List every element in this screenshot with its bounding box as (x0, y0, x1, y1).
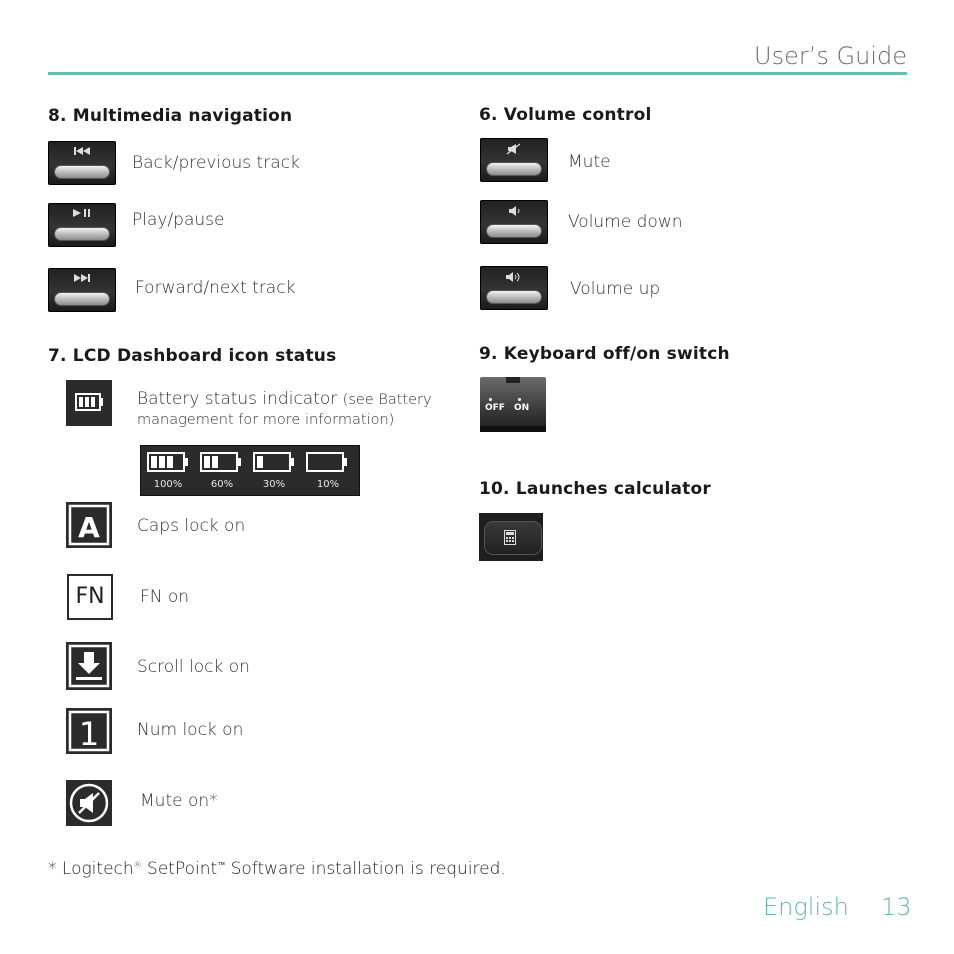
page-number: 13 (881, 893, 912, 921)
play-pause-key (48, 203, 116, 247)
svg-text:A: A (78, 511, 100, 544)
caps-lock-icon (66, 502, 112, 548)
calculator-icon (504, 530, 516, 545)
mute-on-label: Mute on* (140, 791, 218, 811)
battery-levels-strip (140, 445, 360, 496)
page-language: English (763, 893, 849, 921)
battery-level-10-icon (306, 452, 348, 472)
volume-up-key (480, 266, 548, 310)
section-title-lcd: 7. LCD Dashboard icon status (48, 346, 337, 366)
mute-key (480, 138, 548, 182)
num-lock-label: Num lock on (137, 720, 244, 740)
scroll-lock-icon (66, 642, 112, 690)
battery-segment (212, 456, 218, 468)
power-switch-image (480, 377, 546, 432)
next-track-key (48, 268, 116, 312)
battery-segment (204, 456, 210, 468)
battery-status-label: Battery status indicator (see Battery (137, 389, 432, 409)
section-title-calculator: 10. Launches calculator (479, 479, 711, 499)
fn-label: FN on (140, 587, 190, 607)
header-rule (48, 72, 907, 75)
battery-level-100-label: 100% (153, 479, 183, 490)
volume-down-key (480, 200, 548, 244)
battery-level-60-label: 60% (210, 479, 234, 490)
volume-up-icon (504, 271, 524, 283)
svg-text:1: 1 (78, 715, 100, 753)
battery-level-60-icon (200, 452, 242, 472)
battery-segment (151, 456, 157, 468)
section-title-switch: 9. Keyboard off/on switch (479, 344, 730, 364)
previous-track-key (48, 141, 116, 185)
battery-level-100-icon (147, 452, 189, 472)
battery-level-10-label: 10% (316, 479, 340, 490)
footer-note: * Logitech® SetPoint™ Software installation is required. (48, 859, 506, 879)
mute-icon (506, 143, 522, 155)
multimedia-label-next: Forward/next track (135, 278, 296, 298)
volume-label-up: Volume up (570, 279, 661, 299)
mute-on-icon (66, 780, 112, 826)
play-pause-icon (72, 208, 92, 218)
fn-icon: FN (67, 574, 113, 620)
previous-track-icon (73, 146, 91, 156)
volume-down-icon (506, 205, 522, 217)
volume-label-down: Volume down (568, 212, 683, 232)
battery-level-30-label: 30% (262, 479, 286, 490)
document-title: User’s Guide (754, 42, 907, 70)
calculator-key-image (479, 513, 543, 561)
battery-status-note: management for more information) (137, 412, 395, 428)
battery-dashboard-icon (66, 380, 112, 426)
battery-level-30-icon (253, 452, 295, 472)
battery-segment (167, 456, 173, 468)
multimedia-label-previous: Back/previous track (132, 153, 300, 173)
next-track-icon (73, 273, 91, 283)
switch-off-label: OFF (485, 403, 505, 413)
scroll-lock-label: Scroll lock on (137, 657, 250, 677)
volume-label-mute: Mute (568, 152, 611, 172)
section-title-volume: 6. Volume control (479, 105, 652, 125)
switch-on-label: ON (514, 403, 530, 413)
caps-lock-label: Caps lock on (137, 516, 246, 536)
battery-segment (257, 456, 263, 468)
num-lock-icon (66, 708, 112, 754)
multimedia-label-play-pause: Play/pause (132, 210, 225, 230)
battery-segment (159, 456, 165, 468)
section-title-multimedia: 8. Multimedia navigation (48, 106, 293, 126)
